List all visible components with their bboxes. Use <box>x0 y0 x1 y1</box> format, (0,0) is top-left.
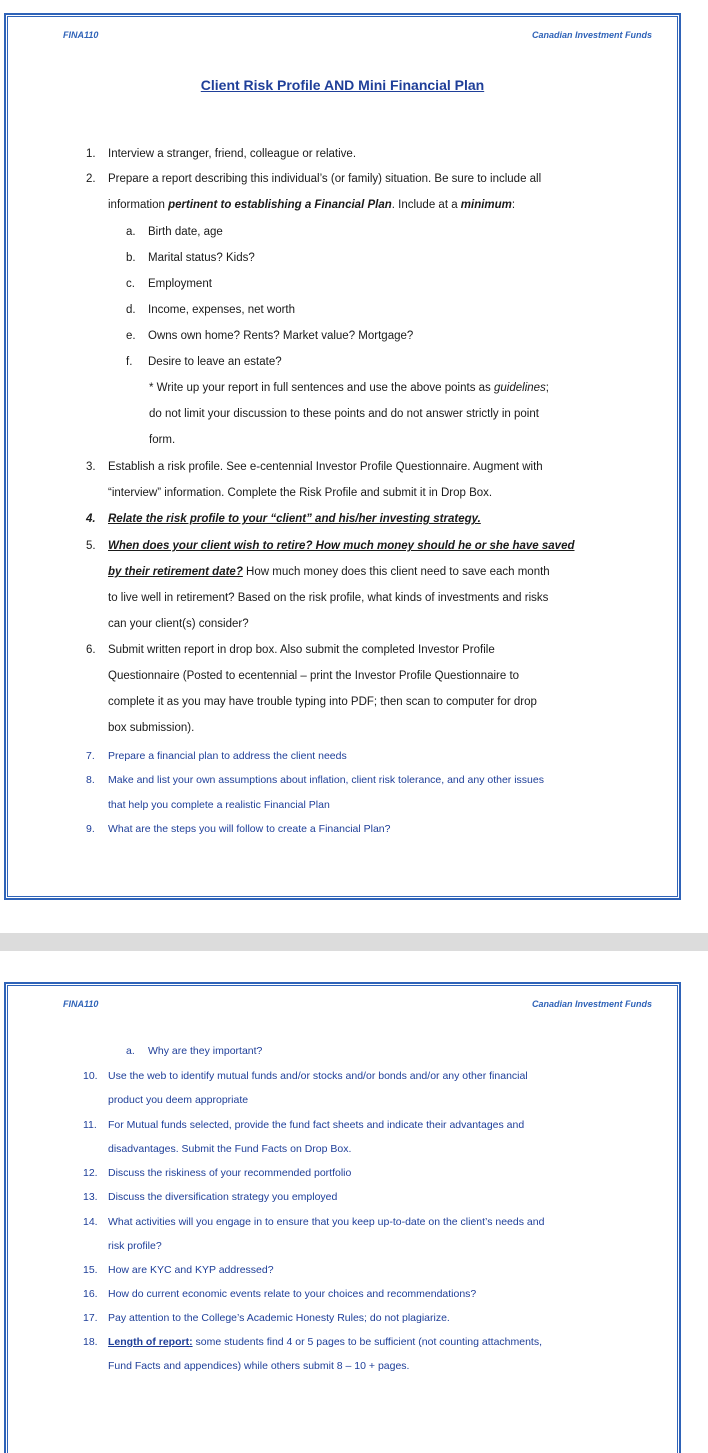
list-item-6-line-2: Questionnaire (Posted to ecentennial – print the Investor Profile Questionnaire to <box>108 670 520 682</box>
sub-item-e: e. Owns own home? Rents? Market value? Mortgage? <box>126 330 414 342</box>
list-number: 2. <box>86 173 96 185</box>
list-item-18: 18. Length of report: some students find 4 or 5 pages to be sufficient (not counting attachments, <box>83 1336 543 1348</box>
list-item-2-line-2: information pertinent to establishing a Financial Plan. Include at a minimum: <box>108 199 516 211</box>
sub-item-a: a. Why are they important? <box>126 1045 263 1057</box>
document-page-2 <box>5 983 680 1453</box>
list-item-13: 13. Discuss the diversification strategy you employed <box>83 1191 338 1203</box>
list-item-6-line-4: box submission). <box>108 722 195 734</box>
list-item-8-line-2: that help you complete a realistic Financial Plan <box>108 799 330 811</box>
list-item-10: 10. Use the web to identify mutual funds and/or stocks and/or bonds and/or any other financial <box>83 1070 528 1082</box>
list-item-5-line-4: can your client(s) consider? <box>108 618 249 630</box>
list-item-11: 11. For Mutual funds selected, provide the fund fact sheets and indicate their advantages and <box>83 1119 525 1131</box>
list-item-14: 14. What activities will you engage in to ensure that you keep up-to-date on the client’s needs and <box>83 1216 545 1228</box>
list-item-17: 17. Pay attention to the College’s Academic Honesty Rules; do not plagiarize. <box>83 1312 450 1324</box>
note-line-1: * Write up your report in full sentences and use the above points as guidelines; <box>149 382 549 394</box>
sub-item-c: c. Employment <box>126 278 212 290</box>
list-item-3: 3. Establish a risk profile. See e-centennial Investor Profile Questionnaire. Augment with <box>86 461 543 473</box>
note-line-3: form. <box>149 434 176 446</box>
note-line-2: do not limit your discussion to these points and do not answer strictly in point <box>149 408 539 420</box>
list-item-5-line-2: by their retirement date? How much money does this client need to save each month <box>108 566 550 578</box>
list-item-5-line-3: to live well in retirement? Based on the risk profile, what kinds of investments and risks <box>108 592 549 604</box>
sub-item-b: b. Marital status? Kids? <box>126 252 255 264</box>
list-item-3-line-2: “interview” information. Complete the Risk Profile and submit it in Drop Box. <box>108 487 493 499</box>
page-gap <box>0 906 708 976</box>
list-item-6-line-3: complete it as you may have trouble typing into PDF; then scan to computer for drop <box>108 696 537 708</box>
list-item-11-line-2: disadvantages. Submit the Fund Facts on Drop Box. <box>108 1143 352 1155</box>
sub-item-f: f. Desire to leave an estate? <box>126 356 282 368</box>
header-course-code: FINA110 <box>63 999 99 1009</box>
header-subject: Canadian Investment Funds <box>531 999 652 1009</box>
list-item-9: 9. What are the steps you will follow to create a Financial Plan? <box>86 823 391 835</box>
list-item-15: 15. How are KYC and KYP addressed? <box>83 1264 274 1276</box>
list-item-10-line-2: product you deem appropriate <box>108 1094 249 1106</box>
sub-item-d: d. Income, expenses, net worth <box>126 304 296 316</box>
list-item-8: 8. Make and list your own assumptions about inflation, client risk tolerance, and any other issues <box>86 774 544 786</box>
document-page-1 <box>5 14 680 899</box>
list-item-4: 4. Relate the risk profile to your “client” and his/her investing strategy. <box>86 513 481 525</box>
list-text: Prepare a report describing this individual’s (or family) situation. Be sure to include all <box>108 173 542 185</box>
sub-item-a: a. Birth date, age <box>126 226 223 238</box>
list-item-14-line-2: risk profile? <box>108 1240 162 1252</box>
list-item-16: 16. How do current economic events relate to your choices and recommendations? <box>83 1288 477 1300</box>
list-item-5: 5. When does your client wish to retire? How much money should he or she have saved <box>86 540 575 552</box>
list-item-18-line-2: Fund Facts and appendices) while others submit 8 – 10 + pages. <box>108 1360 410 1372</box>
page-title: Client Risk Profile AND Mini Financial Plan <box>200 77 485 93</box>
list-number: 1. <box>86 148 96 160</box>
list-item-7: 7. Prepare a financial plan to address the client needs <box>86 750 347 762</box>
list-item-2 <box>86 173 541 185</box>
list-item-6: 6. Submit written report in drop box. Also submit the completed Investor Profile <box>86 644 495 656</box>
page-separator <box>0 933 708 951</box>
list-item-12: 12. Discuss the riskiness of your recommended portfolio <box>83 1167 352 1179</box>
header-subject: Canadian Investment Funds <box>531 30 652 40</box>
list-item-1 <box>86 148 356 160</box>
list-text: Interview a stranger, friend, colleague or relative. <box>108 148 357 160</box>
header-course-code: FINA110 <box>63 30 99 40</box>
